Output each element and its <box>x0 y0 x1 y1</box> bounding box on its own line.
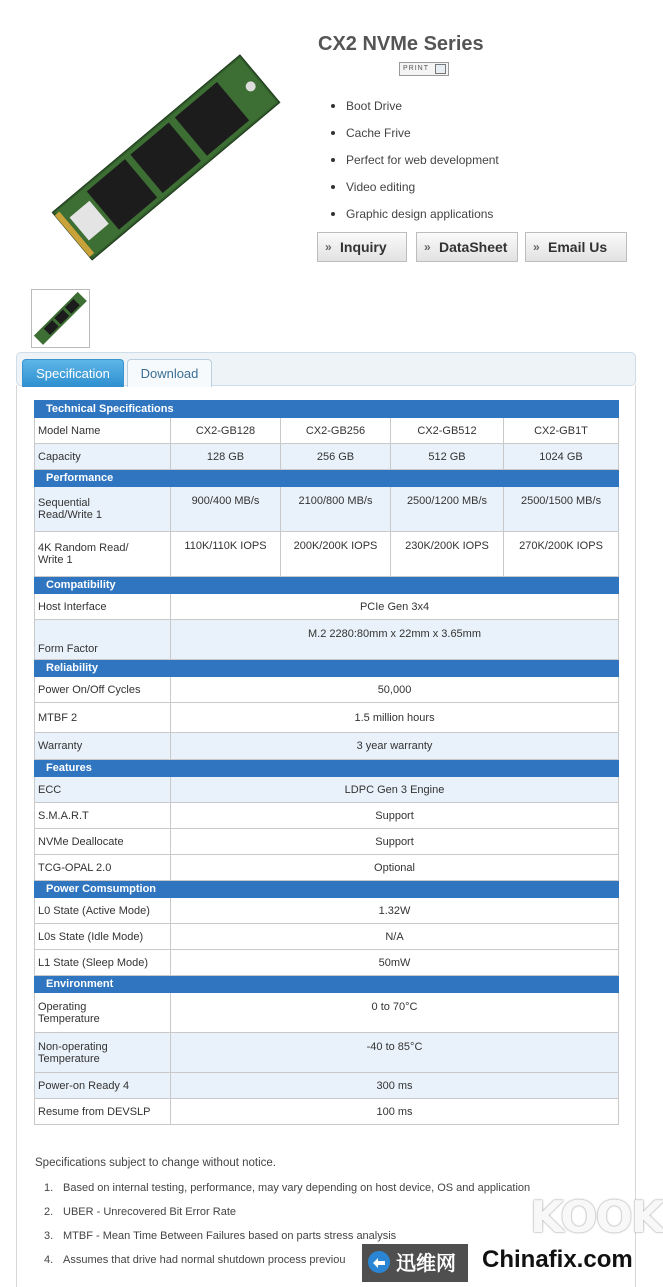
spec-table <box>34 400 619 1125</box>
label-line: Sequential <box>38 497 90 509</box>
footnote-number: 4. <box>44 1254 54 1266</box>
feature-list <box>330 99 499 234</box>
kook-watermark: KOOK <box>530 1192 663 1243</box>
row-label <box>35 1033 171 1073</box>
table-cell: 512 GB <box>391 444 504 470</box>
table-cell: 230K/200K IOPS <box>391 532 504 577</box>
row-label <box>35 487 171 532</box>
row-label: S.M.A.R.T <box>35 803 171 829</box>
inquiry-label: Inquiry <box>340 239 387 255</box>
chinafix-watermark: Chinafix.com <box>482 1246 633 1273</box>
table-cell: N/A <box>171 924 619 950</box>
row-label <box>35 993 171 1033</box>
feature-item: Perfect for web development <box>330 153 499 180</box>
footnote-number: 3. <box>44 1230 54 1242</box>
table-cell: 128 GB <box>171 444 281 470</box>
footnote-item <box>44 1205 530 1229</box>
feature-item: Graphic design applications <box>330 207 499 234</box>
table-cell: 200K/200K IOPS <box>281 532 391 577</box>
email-us-button[interactable] <box>525 232 627 262</box>
label-line: Read/Write 1 <box>38 509 102 521</box>
table-cell: Support <box>171 803 619 829</box>
table-cell: 900/400 MB/s <box>171 487 281 532</box>
row-label: Form Factor <box>35 620 171 660</box>
label-line: Temperature <box>38 1052 100 1065</box>
label-line: Temperature <box>38 1012 100 1025</box>
table-cell: 1.5 million hours <box>171 703 619 733</box>
section-header: Power Comsumption <box>35 881 619 898</box>
row-label: NVMe Deallocate <box>35 829 171 855</box>
printer-icon <box>435 64 446 74</box>
row-label: L1 State (Sleep Mode) <box>35 950 171 976</box>
section-header: Compatibility <box>35 577 619 594</box>
spec-disclaimer: Specifications subject to change without notice. <box>35 1157 277 1169</box>
row-label: ECC <box>35 777 171 803</box>
label-line: Write 1 <box>38 554 73 566</box>
footnote-number: 1. <box>44 1182 54 1194</box>
xunwei-watermark <box>362 1244 468 1282</box>
tab-specification[interactable]: Specification <box>22 359 124 387</box>
chevron-right-icon: » <box>533 240 540 254</box>
chevron-right-icon: » <box>325 240 332 254</box>
row-label: L0 State (Active Mode) <box>35 898 171 924</box>
footnote-text: Assumes that drive had normal shutdown process previou <box>63 1254 346 1266</box>
feature-item: Boot Drive <box>330 99 499 126</box>
section-header: Technical Specifications <box>35 401 619 418</box>
table-cell: LDPC Gen 3 Engine <box>171 777 619 803</box>
row-label: Power-on Ready 4 <box>35 1073 171 1099</box>
feature-item: Cache Frive <box>330 126 499 153</box>
xunwei-text: 迅维网 <box>396 1251 456 1275</box>
label-line: 4K Random Read/ <box>38 542 129 554</box>
table-cell: CX2-GB512 <box>391 418 504 444</box>
row-label: Power On/Off Cycles <box>35 677 171 703</box>
table-cell: PCIe Gen 3x4 <box>171 594 619 620</box>
section-header: Features <box>35 760 619 777</box>
email-label: Email Us <box>548 239 608 255</box>
row-label: Host Interface <box>35 594 171 620</box>
footnote-item <box>44 1181 530 1205</box>
table-cell: CX2-GB256 <box>281 418 391 444</box>
table-cell: 270K/200K IOPS <box>504 532 619 577</box>
footnote-text: UBER - Unrecovered Bit Error Rate <box>63 1206 236 1218</box>
row-label: Model Name <box>35 418 171 444</box>
table-cell: 256 GB <box>281 444 391 470</box>
table-cell: 1024 GB <box>504 444 619 470</box>
table-cell: -40 to 85°C <box>171 1033 619 1073</box>
tab-bar <box>16 352 636 386</box>
product-image <box>48 32 283 282</box>
print-button[interactable] <box>399 62 449 76</box>
chevron-right-icon: » <box>424 240 431 254</box>
datasheet-label: DataSheet <box>439 239 508 255</box>
section-header: Reliability <box>35 660 619 677</box>
inquiry-button[interactable] <box>317 232 407 262</box>
row-label: Resume from DEVSLP <box>35 1099 171 1125</box>
table-cell: 100 ms <box>171 1099 619 1125</box>
product-title: CX2 NVMe Series <box>318 33 484 55</box>
tab-download[interactable]: Download <box>127 359 212 387</box>
table-cell: 3 year warranty <box>171 733 619 760</box>
section-header: Performance <box>35 470 619 487</box>
section-header: Environment <box>35 976 619 993</box>
table-cell: 0 to 70°C <box>171 993 619 1033</box>
table-cell: 50mW <box>171 950 619 976</box>
row-label: L0s State (Idle Mode) <box>35 924 171 950</box>
product-thumbnail[interactable] <box>31 289 90 348</box>
label-line: Operating <box>38 1000 87 1013</box>
row-label: Capacity <box>35 444 171 470</box>
table-cell: 110K/110K IOPS <box>171 532 281 577</box>
row-label <box>35 532 171 577</box>
table-cell: Support <box>171 829 619 855</box>
xunwei-logo-icon <box>367 1250 391 1274</box>
footnote-number: 2. <box>44 1206 54 1218</box>
table-cell: 2500/1500 MB/s <box>504 487 619 532</box>
table-cell: CX2-GB128 <box>171 418 281 444</box>
table-cell: 2500/1200 MB/s <box>391 487 504 532</box>
row-label: MTBF 2 <box>35 703 171 733</box>
table-cell: 1.32W <box>171 898 619 924</box>
table-cell: Optional <box>171 855 619 881</box>
feature-item: Video editing <box>330 180 499 207</box>
print-label: PRINT <box>403 65 429 72</box>
table-cell: M.2 2280:80mm x 22mm x 3.65mm <box>171 620 619 660</box>
footnote-text: MTBF - Mean Time Between Failures based on parts stress analysis <box>63 1230 397 1242</box>
datasheet-button[interactable] <box>416 232 518 262</box>
table-cell: 2100/800 MB/s <box>281 487 391 532</box>
table-cell: 300 ms <box>171 1073 619 1099</box>
table-cell: 50,000 <box>171 677 619 703</box>
row-label: TCG-OPAL 2.0 <box>35 855 171 881</box>
label-line: Non-operating <box>38 1040 108 1053</box>
table-cell: CX2-GB1T <box>504 418 619 444</box>
row-label: Warranty <box>35 733 171 760</box>
footnote-text: Based on internal testing, performance, may vary depending on host device, OS and application <box>63 1182 531 1194</box>
